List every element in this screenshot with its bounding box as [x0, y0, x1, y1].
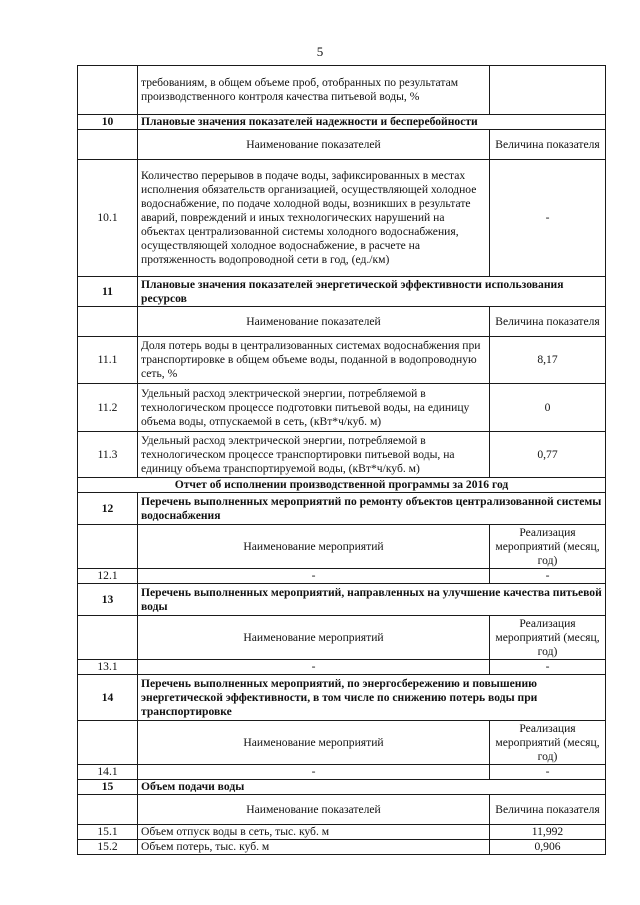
indicator-value: -: [490, 160, 606, 277]
section-header-row: [78, 115, 606, 130]
section-title: Перечень выполненных мероприятий, направленных на улучшение качества питьевой воды: [138, 584, 606, 616]
activity-name: -: [138, 569, 490, 584]
row-number: 11.1: [78, 337, 138, 384]
activity-date: -: [490, 660, 606, 675]
table-row: [78, 384, 606, 432]
indicator-value: 0,906: [490, 840, 606, 855]
section-number: 11: [78, 277, 138, 307]
indicator-value: [490, 66, 606, 115]
section-title: Плановые значения показателей надежности и бесперебойности: [138, 115, 606, 130]
indicator-value: 8,17: [490, 337, 606, 384]
row-number: 11.3: [78, 432, 138, 478]
section-title: Объем подачи воды: [138, 780, 606, 795]
section-header-row: [78, 584, 606, 616]
column-header-row: [78, 130, 606, 160]
activity-date: -: [490, 765, 606, 780]
column-header-row: [78, 721, 606, 765]
section-number: 10: [78, 115, 138, 130]
column-header-name: Наименование мероприятий: [138, 616, 490, 660]
section-title: Плановые значения показателей энергетической эффективности использования ресурсов: [138, 277, 606, 307]
section-number: 15: [78, 780, 138, 795]
activity-name: -: [138, 660, 490, 675]
column-header-name: Наименование показателей: [138, 130, 490, 160]
column-header-value: Реализация мероприятий (месяц, год): [490, 616, 606, 660]
section-header-row: [78, 675, 606, 721]
column-header-row: [78, 307, 606, 337]
section-header-row: [78, 277, 606, 307]
section-number: 12: [78, 493, 138, 525]
indicator-value: 11,992: [490, 825, 606, 840]
column-header-row: [78, 795, 606, 825]
section-title: Перечень выполненных мероприятий, по энергосбережению и повышению энергетической эффективности, в том числе по снижению потерь воды при транспортировке: [138, 675, 606, 721]
indicator-name: Объем потерь, тыс. куб. м: [138, 840, 490, 855]
column-header-name: Наименование показателей: [138, 307, 490, 337]
column-header-name: Наименование мероприятий: [138, 721, 490, 765]
indicator-value: 0,77: [490, 432, 606, 478]
table-row: [78, 825, 606, 840]
column-header-value: Величина показателя: [490, 307, 606, 337]
row-number: 13.1: [78, 660, 138, 675]
table-row: [78, 160, 606, 277]
column-header-name: Наименование мероприятий: [138, 525, 490, 569]
indicators-table: [77, 65, 606, 855]
section-header-row: [78, 780, 606, 795]
table-row: [78, 569, 606, 584]
table-row: [78, 337, 606, 384]
section-number: 14: [78, 675, 138, 721]
empty-cell: [78, 130, 138, 160]
section-header-row: [78, 493, 606, 525]
indicator-name: Количество перерывов в подаче воды, зафиксированных в местах исполнения обязательств организацией, осуществляющей холодное водоснабжение, по подаче холодной воды, возникших в результате аварий, повреждений и иных технологических нарушений на объектах централизованной системы холодного водоснабжения, осуществляющей холодное водоснабжение, в расчете на протяженность водопроводной сети в год, (ед./км): [138, 160, 490, 277]
table-row: [78, 660, 606, 675]
column-header-value: Реализация мероприятий (месяц, год): [490, 721, 606, 765]
column-header-row: [78, 525, 606, 569]
page-number: 5: [316, 44, 324, 59]
report-heading: Отчет об исполнении производственной программы за 2016 год: [78, 478, 606, 493]
column-header-name: Наименование показателей: [138, 795, 490, 825]
indicator-name: Удельный расход электрической энергии, потребляемой в технологическом процессе подготовки питьевой воды, на единицу объема воды, отпускаемой в сеть, (кВт*ч/куб. м): [138, 384, 490, 432]
section-title: Перечень выполненных мероприятий по ремонту объектов централизованной системы водоснабжения: [138, 493, 606, 525]
table-row: [78, 66, 606, 115]
column-header-value: Величина показателя: [490, 795, 606, 825]
row-number: 12.1: [78, 569, 138, 584]
row-number: 15.2: [78, 840, 138, 855]
section-number: 13: [78, 584, 138, 616]
indicator-name: Объем отпуск воды в сеть, тыс. куб. м: [138, 825, 490, 840]
report-heading-row: [78, 478, 606, 493]
row-number: 10.1: [78, 160, 138, 277]
empty-cell: [78, 525, 138, 569]
empty-cell: [78, 795, 138, 825]
indicator-value: 0: [490, 384, 606, 432]
indicator-name: Удельный расход электрической энергии, потребляемой в технологическом процессе транспортировки питьевой воды, на единицу объема транспортируемой воды, (кВт*ч/куб. м): [138, 432, 490, 478]
activity-date: -: [490, 569, 606, 584]
table-row: [78, 432, 606, 478]
table-row: [78, 765, 606, 780]
empty-cell: [78, 721, 138, 765]
column-header-value: Реализация мероприятий (месяц, год): [490, 525, 606, 569]
column-header-row: [78, 616, 606, 660]
indicator-name: Доля потерь воды в централизованных системах водоснабжения при транспортировке в общем объеме воды, поданной в водопроводную сеть, %: [138, 337, 490, 384]
row-number: 15.1: [78, 825, 138, 840]
empty-cell: [78, 616, 138, 660]
column-header-value: Величина показателя: [490, 130, 606, 160]
row-number: [78, 66, 138, 115]
empty-cell: [78, 307, 138, 337]
table-row: [78, 840, 606, 855]
row-number: 11.2: [78, 384, 138, 432]
row-number: 14.1: [78, 765, 138, 780]
indicator-name: требованиям, в общем объеме проб, отобранных по результатам производственного контроля качества питьевой воды, %: [138, 66, 490, 115]
activity-name: -: [138, 765, 490, 780]
